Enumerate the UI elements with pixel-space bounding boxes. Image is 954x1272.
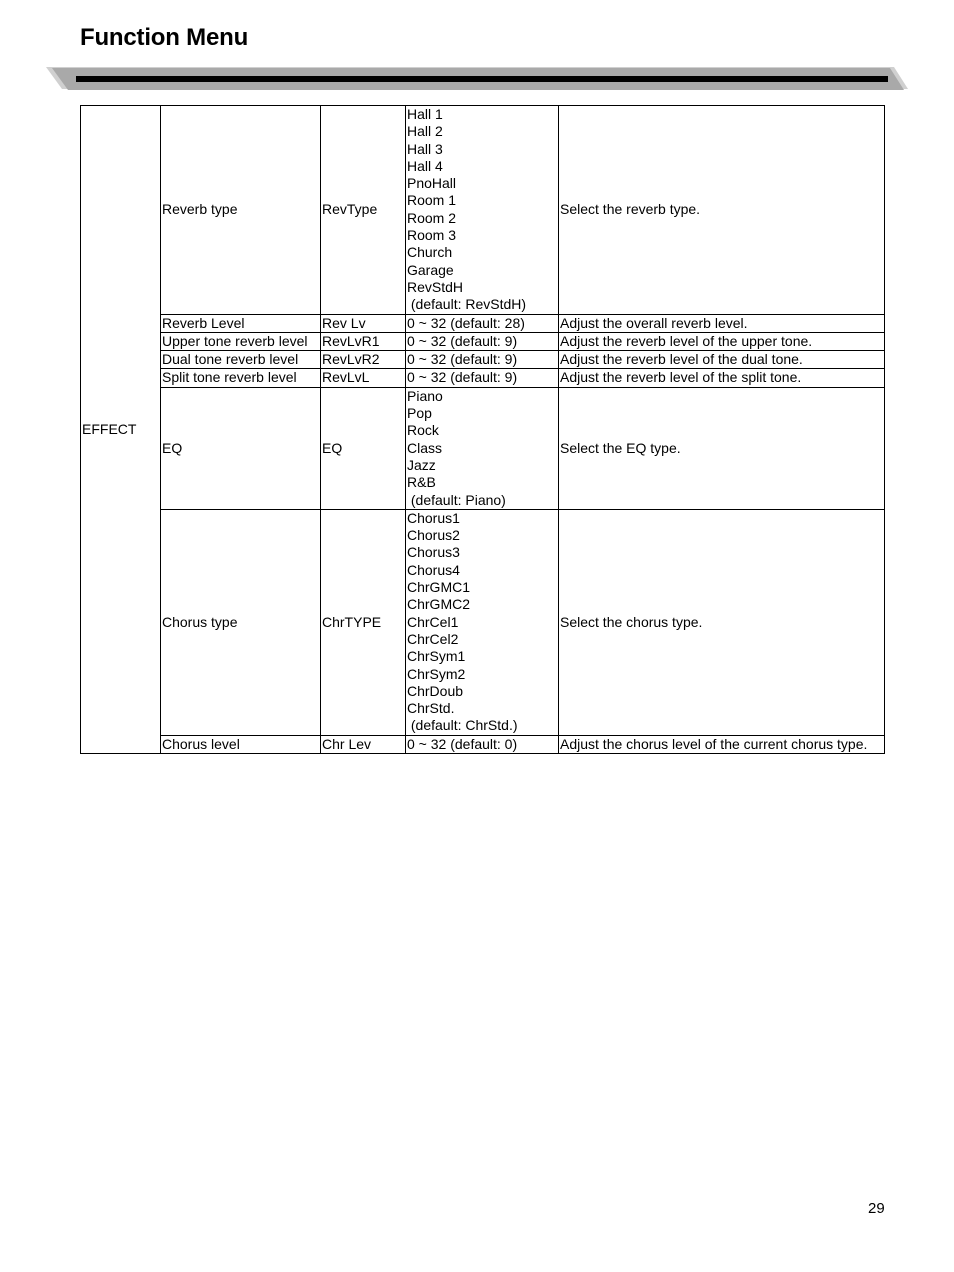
options-cell: [406, 509, 559, 735]
option-item: (default: Piano): [407, 491, 506, 508]
description-cell: Select the reverb type.: [559, 106, 885, 315]
display-cell: ChrTYPE: [321, 509, 406, 735]
description-cell: Adjust the reverb level of the dual tone.: [559, 351, 885, 369]
display-cell: RevLvL: [321, 369, 406, 387]
option-item: Room 3: [407, 227, 457, 244]
option-item: Hall 2: [407, 123, 443, 140]
table-row: [81, 351, 885, 369]
table-row: [81, 106, 885, 315]
options-cell: 0 ~ 32 (default: 9): [406, 351, 559, 369]
option-item: ChrCel2: [407, 630, 459, 647]
description-cell: Adjust the reverb level of the upper tone.: [559, 332, 885, 350]
option-item: Piano: [407, 387, 443, 404]
description-cell: Select the EQ type.: [559, 387, 885, 509]
table-row: [81, 735, 885, 753]
display-cell: Chr Lev: [321, 735, 406, 753]
option-item: (default: ChrStd.): [407, 717, 518, 734]
display-cell: Rev Lv: [321, 314, 406, 332]
display-cell: RevLvR2: [321, 351, 406, 369]
function-cell: Chorus type: [161, 509, 321, 735]
option-item: Rock: [407, 422, 439, 439]
option-item: Pop: [407, 405, 432, 422]
display-cell: RevType: [321, 106, 406, 315]
option-item: Church: [407, 244, 453, 261]
option-item: PnoHall: [407, 175, 457, 192]
option-item: Hall 1: [407, 106, 443, 122]
option-item: ChrStd.: [407, 700, 455, 717]
page-number: 29: [868, 1200, 885, 1217]
function-cell: Reverb type: [161, 106, 321, 315]
options-cell: 0 ~ 32 (default: 0): [406, 735, 559, 753]
description-cell: Select the chorus type.: [559, 509, 885, 735]
option-item: ChrCel1: [407, 613, 459, 630]
options-cell: 0 ~ 32 (default: 9): [406, 332, 559, 350]
option-item: Hall 3: [407, 140, 443, 157]
option-item: ChrSym1: [407, 648, 466, 665]
function-cell: Reverb Level: [161, 314, 321, 332]
function-cell: Chorus level: [161, 735, 321, 753]
description-cell: Adjust the reverb level of the split tone.: [559, 369, 885, 387]
option-item: ChrGMC2: [407, 596, 471, 613]
option-item: ChrGMC1: [407, 579, 471, 596]
table-row: [81, 314, 885, 332]
page-title: Function Menu: [80, 24, 249, 51]
options-cell: [406, 387, 559, 509]
header-rule: [0, 62, 954, 94]
table-row: [81, 369, 885, 387]
category-cell: EFFECT: [81, 106, 161, 754]
option-item: ChrDoub: [407, 682, 464, 699]
description-cell: Adjust the chorus level of the current chorus type.: [559, 735, 885, 753]
option-item: Room 1: [407, 192, 457, 209]
options-cell: [406, 106, 559, 315]
options-cell: 0 ~ 32 (default: 28): [406, 314, 559, 332]
display-cell: EQ: [321, 387, 406, 509]
function-cell: Dual tone reverb level: [161, 351, 321, 369]
option-item: RevStdH: [407, 278, 464, 295]
option-item: Room 2: [407, 209, 457, 226]
function-cell: Upper tone reverb level: [161, 332, 321, 350]
option-item: Chorus3: [407, 544, 460, 561]
option-item: Garage: [407, 261, 454, 278]
option-item: Jazz: [407, 456, 436, 473]
option-item: Chorus2: [407, 527, 460, 544]
function-cell: EQ: [161, 387, 321, 509]
options-cell: 0 ~ 32 (default: 9): [406, 369, 559, 387]
option-item: Hall 4: [407, 157, 443, 174]
description-cell: Adjust the overall reverb level.: [559, 314, 885, 332]
table-row: [81, 387, 885, 509]
option-item: (default: RevStdH): [407, 296, 527, 313]
option-item: Chorus1: [407, 509, 460, 526]
function-cell: Split tone reverb level: [161, 369, 321, 387]
table-row: [81, 332, 885, 350]
display-cell: RevLvR1: [321, 332, 406, 350]
function-table: [80, 105, 885, 754]
table-row: [81, 509, 885, 735]
option-item: Chorus4: [407, 561, 460, 578]
option-item: R&B: [407, 474, 436, 491]
option-item: ChrSym2: [407, 665, 466, 682]
option-item: Class: [407, 439, 443, 456]
